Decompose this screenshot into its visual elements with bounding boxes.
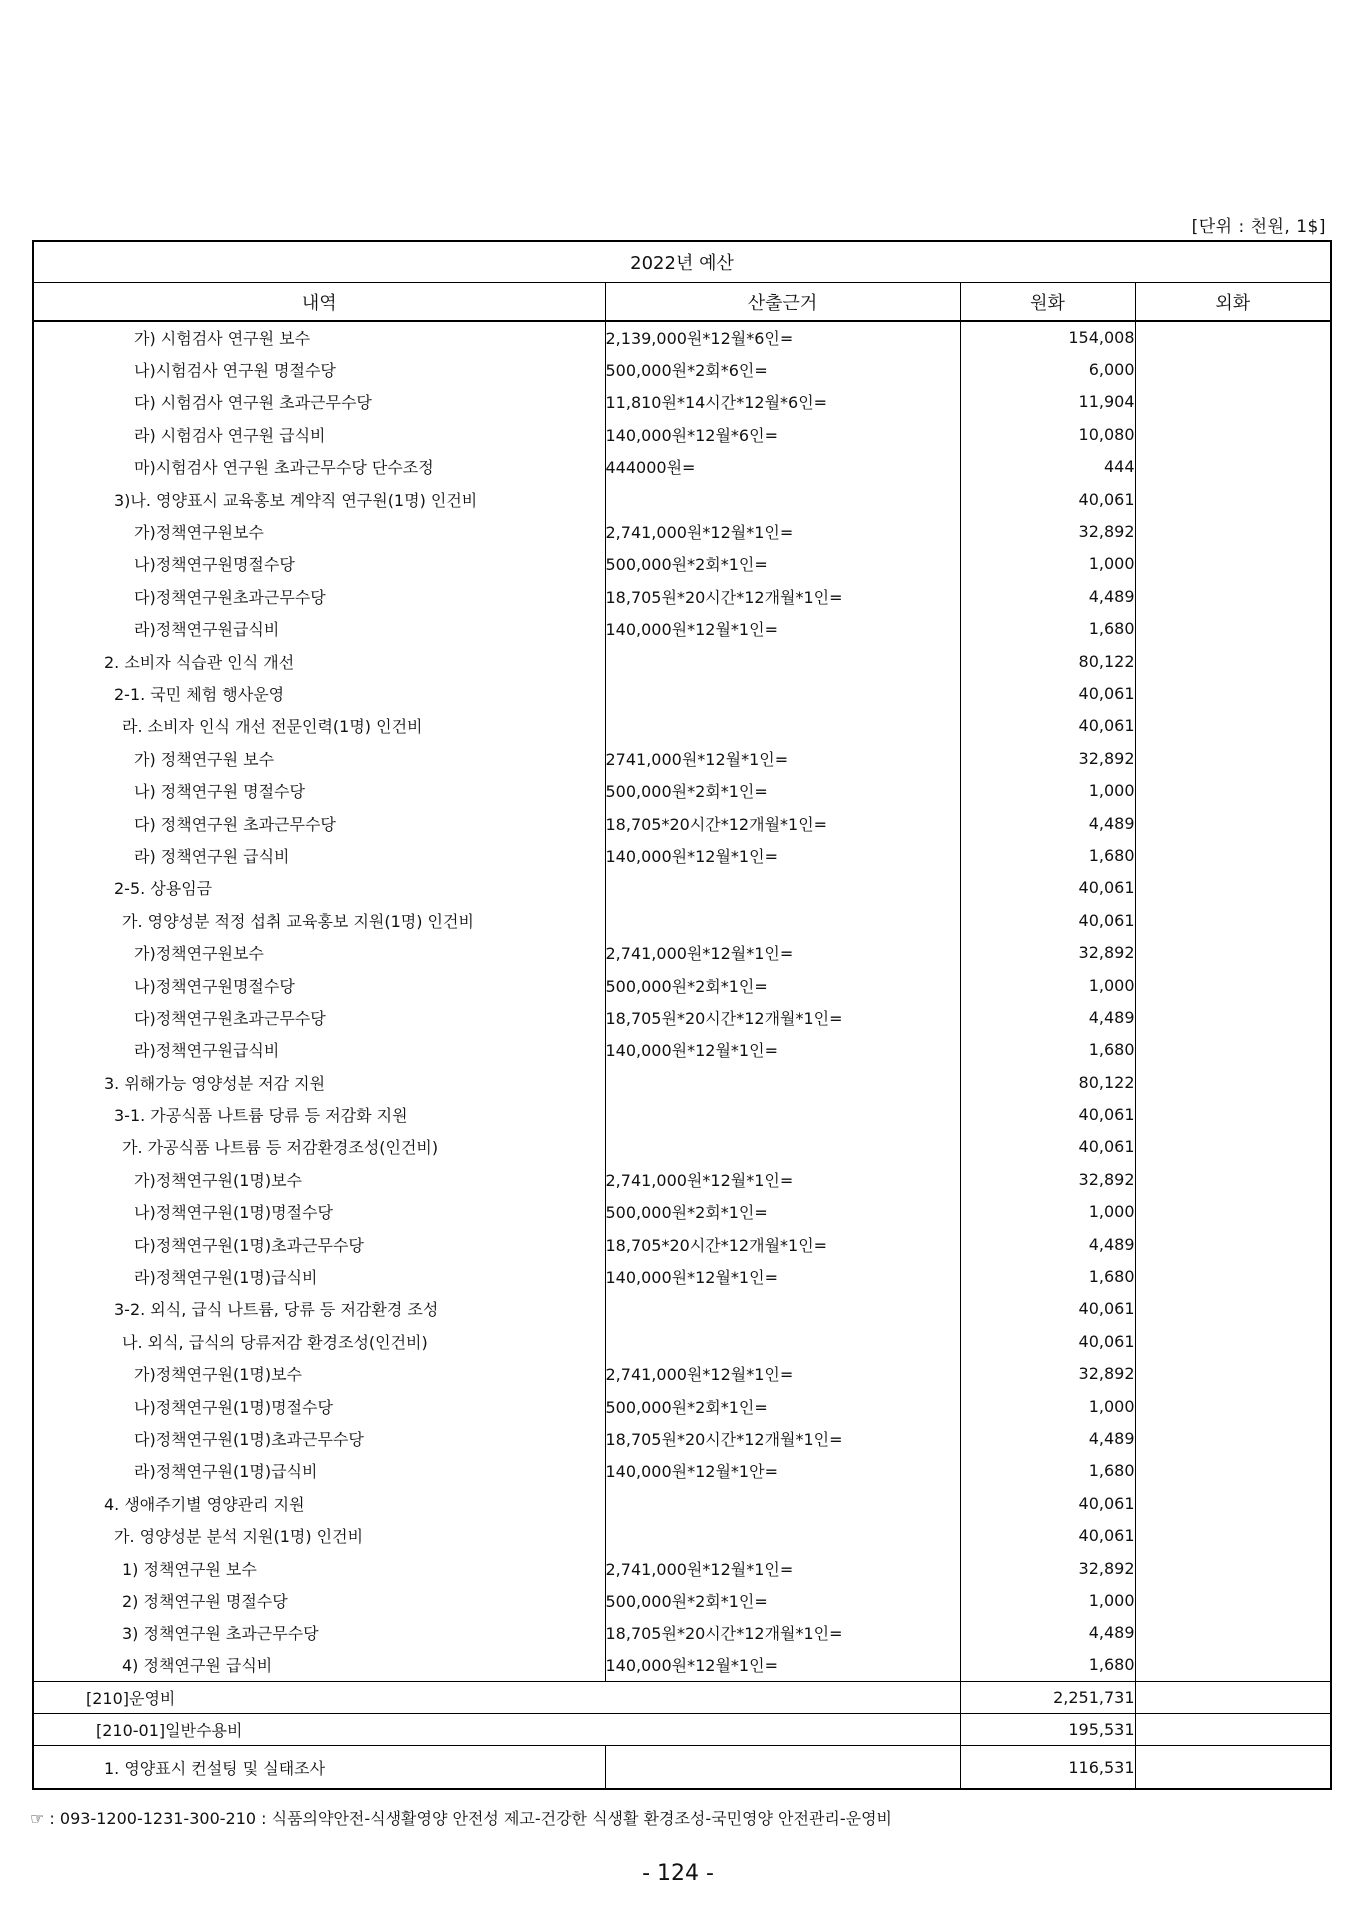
row-krw: 1,000 bbox=[960, 1390, 1135, 1422]
row-krw: 1,000 bbox=[960, 548, 1135, 580]
summary-item: [210]운영비 bbox=[33, 1681, 960, 1713]
row-foreign bbox=[1135, 1617, 1331, 1649]
row-foreign bbox=[1135, 418, 1331, 450]
row-foreign bbox=[1135, 1649, 1331, 1681]
header-basis: 산출근거 bbox=[605, 283, 960, 322]
row-krw: 4,489 bbox=[960, 580, 1135, 612]
row-item: 다)정책연구원(1명)초과근무수당 bbox=[33, 1228, 605, 1260]
row-krw: 32,892 bbox=[960, 1358, 1135, 1390]
row-item: 다)정책연구원(1명)초과근무수당 bbox=[33, 1422, 605, 1454]
summary-item: 1. 영양표시 컨설팅 및 실태조사 bbox=[33, 1745, 605, 1789]
summary-row-consulting bbox=[33, 1745, 1331, 1789]
row-item: 가)정책연구원(1명)보수 bbox=[33, 1358, 605, 1390]
row-item: 3-2. 외식, 급식 나트륨, 당류 등 저감환경 조성 bbox=[33, 1293, 605, 1325]
row-basis: 2,741,000원*12월*1인= bbox=[605, 1358, 960, 1390]
row-foreign bbox=[1135, 1552, 1331, 1584]
row-item: 4) 정책연구원 급식비 bbox=[33, 1649, 605, 1681]
row-basis: 18,705원*20시간*12개월*1인= bbox=[605, 1001, 960, 1033]
row-krw: 1,680 bbox=[960, 1649, 1135, 1681]
row-krw: 1,000 bbox=[960, 1196, 1135, 1228]
row-basis bbox=[605, 710, 960, 742]
row-basis bbox=[605, 1066, 960, 1098]
table-row bbox=[33, 839, 1331, 871]
row-item: 2) 정책연구원 명절수당 bbox=[33, 1584, 605, 1616]
row-item: 라) 정책연구원 급식비 bbox=[33, 839, 605, 871]
row-item: 가) 정책연구원 보수 bbox=[33, 742, 605, 774]
row-item: 가)정책연구원보수 bbox=[33, 936, 605, 968]
table-row bbox=[33, 515, 1331, 547]
row-krw: 11,904 bbox=[960, 386, 1135, 418]
row-foreign bbox=[1135, 1293, 1331, 1325]
row-item: 나)정책연구원명절수당 bbox=[33, 548, 605, 580]
row-foreign bbox=[1135, 1228, 1331, 1260]
row-foreign bbox=[1135, 645, 1331, 677]
summary-krw: 116,531 bbox=[960, 1745, 1135, 1789]
row-foreign bbox=[1135, 515, 1331, 547]
row-krw: 1,000 bbox=[960, 774, 1135, 806]
row-basis: 18,705원*20시간*12개월*1인= bbox=[605, 580, 960, 612]
summary-item: [210-01]일반수용비 bbox=[33, 1713, 960, 1745]
row-foreign bbox=[1135, 451, 1331, 483]
table-row bbox=[33, 1487, 1331, 1519]
table-row bbox=[33, 1584, 1331, 1616]
row-krw: 6,000 bbox=[960, 353, 1135, 385]
row-krw: 80,122 bbox=[960, 645, 1135, 677]
row-basis: 500,000원*2회*1인= bbox=[605, 1196, 960, 1228]
row-basis: 444000원= bbox=[605, 451, 960, 483]
row-item: 3) 정책연구원 초과근무수당 bbox=[33, 1617, 605, 1649]
budget-table bbox=[32, 240, 1332, 1790]
row-basis: 18,705원*20시간*12개월*1인= bbox=[605, 1617, 960, 1649]
row-basis bbox=[605, 677, 960, 709]
summary-foreign bbox=[1135, 1713, 1331, 1745]
row-krw: 1,680 bbox=[960, 839, 1135, 871]
table-row bbox=[33, 807, 1331, 839]
row-krw: 40,061 bbox=[960, 1487, 1135, 1519]
summary-foreign bbox=[1135, 1745, 1331, 1789]
row-krw: 1,000 bbox=[960, 969, 1135, 1001]
row-foreign bbox=[1135, 1163, 1331, 1195]
row-basis bbox=[605, 1325, 960, 1357]
row-item: 2-5. 상용임금 bbox=[33, 872, 605, 904]
table-row bbox=[33, 1519, 1331, 1551]
row-krw: 80,122 bbox=[960, 1066, 1135, 1098]
row-item: 가)정책연구원(1명)보수 bbox=[33, 1163, 605, 1195]
table-row bbox=[33, 1098, 1331, 1130]
row-krw: 40,061 bbox=[960, 872, 1135, 904]
row-item: 가. 가공식품 나트륨 등 저감환경조성(인건비) bbox=[33, 1131, 605, 1163]
row-foreign bbox=[1135, 742, 1331, 774]
table-title-row bbox=[33, 241, 1331, 283]
table-row bbox=[33, 645, 1331, 677]
row-krw: 40,061 bbox=[960, 710, 1135, 742]
row-item: 나)정책연구원(1명)명절수당 bbox=[33, 1390, 605, 1422]
row-basis: 2,741,000원*12월*1인= bbox=[605, 1552, 960, 1584]
row-item: 다) 시험검사 연구원 초과근무수당 bbox=[33, 386, 605, 418]
row-krw: 32,892 bbox=[960, 515, 1135, 547]
row-krw: 40,061 bbox=[960, 1098, 1135, 1130]
row-foreign bbox=[1135, 904, 1331, 936]
row-krw: 1,680 bbox=[960, 1455, 1135, 1487]
table-row bbox=[33, 1390, 1331, 1422]
row-item: 나. 외식, 급식의 당류저감 환경조성(인건비) bbox=[33, 1325, 605, 1357]
row-item: 가)정책연구원보수 bbox=[33, 515, 605, 547]
table-row bbox=[33, 904, 1331, 936]
table-title: 2022년 예산 bbox=[33, 241, 1331, 283]
row-foreign bbox=[1135, 1487, 1331, 1519]
row-basis: 18,705원*20시간*12개월*1인= bbox=[605, 1422, 960, 1454]
row-basis: 500,000원*2회*1인= bbox=[605, 774, 960, 806]
header-krw: 원화 bbox=[960, 283, 1135, 322]
row-krw: 32,892 bbox=[960, 936, 1135, 968]
row-basis: 140,000원*12월*6인= bbox=[605, 418, 960, 450]
row-item: 라) 시험검사 연구원 급식비 bbox=[33, 418, 605, 450]
row-krw: 4,489 bbox=[960, 807, 1135, 839]
table-row bbox=[33, 1066, 1331, 1098]
table-row bbox=[33, 613, 1331, 645]
row-basis: 500,000원*2회*1인= bbox=[605, 548, 960, 580]
row-krw: 40,061 bbox=[960, 1325, 1135, 1357]
summary-row-operating bbox=[33, 1681, 1331, 1713]
row-foreign bbox=[1135, 872, 1331, 904]
row-basis bbox=[605, 1131, 960, 1163]
table-row bbox=[33, 1552, 1331, 1584]
row-krw: 32,892 bbox=[960, 1163, 1135, 1195]
row-item: 4. 생애주기별 영양관리 지원 bbox=[33, 1487, 605, 1519]
row-item: 나) 정책연구원 명절수당 bbox=[33, 774, 605, 806]
row-item: 2-1. 국민 체험 행사운영 bbox=[33, 677, 605, 709]
table-row bbox=[33, 548, 1331, 580]
table-row bbox=[33, 386, 1331, 418]
row-basis bbox=[605, 904, 960, 936]
row-krw: 40,061 bbox=[960, 483, 1135, 515]
row-basis: 140,000원*12월*1인= bbox=[605, 1260, 960, 1292]
row-item: 가) 시험검사 연구원 보수 bbox=[33, 321, 605, 353]
table-row bbox=[33, 969, 1331, 1001]
table-row bbox=[33, 1293, 1331, 1325]
row-krw: 40,061 bbox=[960, 677, 1135, 709]
header-item: 내역 bbox=[33, 283, 605, 322]
row-item: 2. 소비자 식습관 인식 개선 bbox=[33, 645, 605, 677]
row-foreign bbox=[1135, 1390, 1331, 1422]
row-basis: 500,000원*2회*1인= bbox=[605, 969, 960, 1001]
row-item: 마)시험검사 연구원 초과근무수당 단수조정 bbox=[33, 451, 605, 483]
row-basis: 11,810원*14시간*12월*6인= bbox=[605, 386, 960, 418]
table-row bbox=[33, 451, 1331, 483]
table-row bbox=[33, 1228, 1331, 1260]
row-basis bbox=[605, 483, 960, 515]
row-foreign bbox=[1135, 386, 1331, 418]
row-krw: 1,680 bbox=[960, 1260, 1135, 1292]
row-basis: 500,000원*2회*1인= bbox=[605, 1584, 960, 1616]
row-krw: 1,000 bbox=[960, 1584, 1135, 1616]
row-krw: 4,489 bbox=[960, 1228, 1135, 1260]
row-item: 나)시험검사 연구원 명절수당 bbox=[33, 353, 605, 385]
row-krw: 32,892 bbox=[960, 1552, 1135, 1584]
row-krw: 444 bbox=[960, 451, 1135, 483]
row-item: 3)나. 영양표시 교육홍보 계약직 연구원(1명) 인건비 bbox=[33, 483, 605, 515]
row-basis: 2,741,000원*12월*1인= bbox=[605, 1163, 960, 1195]
row-foreign bbox=[1135, 1519, 1331, 1551]
summary-basis bbox=[605, 1745, 960, 1789]
row-basis: 140,000원*12월*1인= bbox=[605, 1034, 960, 1066]
row-item: 다)정책연구원초과근무수당 bbox=[33, 1001, 605, 1033]
row-basis: 500,000원*2회*1인= bbox=[605, 1390, 960, 1422]
row-basis bbox=[605, 1293, 960, 1325]
table-row bbox=[33, 1001, 1331, 1033]
page-number: - 124 - bbox=[642, 1861, 714, 1886]
row-krw: 10,080 bbox=[960, 418, 1135, 450]
row-foreign bbox=[1135, 1034, 1331, 1066]
summary-foreign bbox=[1135, 1681, 1331, 1713]
row-foreign bbox=[1135, 774, 1331, 806]
row-basis bbox=[605, 645, 960, 677]
row-foreign bbox=[1135, 936, 1331, 968]
table-row bbox=[33, 580, 1331, 612]
row-basis: 140,000원*12월*1인= bbox=[605, 1649, 960, 1681]
row-krw: 4,489 bbox=[960, 1001, 1135, 1033]
table-row bbox=[33, 353, 1331, 385]
table-body bbox=[33, 321, 1331, 1681]
table-row bbox=[33, 1422, 1331, 1454]
table-row bbox=[33, 418, 1331, 450]
summary-row-general bbox=[33, 1713, 1331, 1745]
row-krw: 4,489 bbox=[960, 1617, 1135, 1649]
row-foreign bbox=[1135, 1455, 1331, 1487]
table-row bbox=[33, 1163, 1331, 1195]
table-header-row bbox=[33, 283, 1331, 322]
row-basis: 2,139,000원*12월*6인= bbox=[605, 321, 960, 353]
summary-body bbox=[33, 1681, 1331, 1789]
row-foreign bbox=[1135, 839, 1331, 871]
table-row bbox=[33, 321, 1331, 353]
table-row bbox=[33, 1617, 1331, 1649]
table-row bbox=[33, 677, 1331, 709]
row-basis: 18,705*20시간*12개월*1인= bbox=[605, 807, 960, 839]
row-krw: 40,061 bbox=[960, 1293, 1135, 1325]
table-row bbox=[33, 1358, 1331, 1390]
row-basis bbox=[605, 872, 960, 904]
row-krw: 1,680 bbox=[960, 613, 1135, 645]
row-krw: 1,680 bbox=[960, 1034, 1135, 1066]
row-basis: 500,000원*2회*6인= bbox=[605, 353, 960, 385]
table-row bbox=[33, 742, 1331, 774]
table-row bbox=[33, 1196, 1331, 1228]
row-foreign bbox=[1135, 807, 1331, 839]
table-row bbox=[33, 872, 1331, 904]
row-krw: 4,489 bbox=[960, 1422, 1135, 1454]
row-item: 라)정책연구원급식비 bbox=[33, 1034, 605, 1066]
row-foreign bbox=[1135, 1260, 1331, 1292]
table-row bbox=[33, 1649, 1331, 1681]
row-foreign bbox=[1135, 1325, 1331, 1357]
row-foreign bbox=[1135, 353, 1331, 385]
row-item: 가. 영양성분 적정 섭취 교육홍보 지원(1명) 인건비 bbox=[33, 904, 605, 936]
row-krw: 40,061 bbox=[960, 1519, 1135, 1551]
table-row bbox=[33, 1034, 1331, 1066]
row-item: 3. 위해가능 영양성분 저감 지원 bbox=[33, 1066, 605, 1098]
row-krw: 40,061 bbox=[960, 904, 1135, 936]
table-row bbox=[33, 1131, 1331, 1163]
row-foreign bbox=[1135, 1196, 1331, 1228]
row-foreign bbox=[1135, 1584, 1331, 1616]
row-basis: 2741,000원*12월*1인= bbox=[605, 742, 960, 774]
row-item: 나)정책연구원(1명)명절수당 bbox=[33, 1196, 605, 1228]
summary-krw: 195,531 bbox=[960, 1713, 1135, 1745]
row-item: 나)정책연구원명절수당 bbox=[33, 969, 605, 1001]
row-basis: 2,741,000원*12월*1인= bbox=[605, 515, 960, 547]
row-foreign bbox=[1135, 1098, 1331, 1130]
row-basis bbox=[605, 1098, 960, 1130]
row-item: 3-1. 가공식품 나트륨 당류 등 저감화 지원 bbox=[33, 1098, 605, 1130]
row-foreign bbox=[1135, 1422, 1331, 1454]
row-item: 라)정책연구원급식비 bbox=[33, 613, 605, 645]
row-foreign bbox=[1135, 548, 1331, 580]
table-row bbox=[33, 774, 1331, 806]
row-item: 라. 소비자 인식 개선 전문인력(1명) 인건비 bbox=[33, 710, 605, 742]
row-basis: 18,705*20시간*12개월*1인= bbox=[605, 1228, 960, 1260]
row-foreign bbox=[1135, 580, 1331, 612]
row-item: 라)정책연구원(1명)급식비 bbox=[33, 1455, 605, 1487]
table-row bbox=[33, 936, 1331, 968]
row-foreign bbox=[1135, 483, 1331, 515]
row-item: 라)정책연구원(1명)급식비 bbox=[33, 1260, 605, 1292]
unit-label: [단위 : 천원, 1$] bbox=[1191, 217, 1326, 237]
summary-krw: 2,251,731 bbox=[960, 1681, 1135, 1713]
row-foreign bbox=[1135, 677, 1331, 709]
row-foreign bbox=[1135, 969, 1331, 1001]
row-basis: 140,000원*12월*1안= bbox=[605, 1455, 960, 1487]
row-krw: 32,892 bbox=[960, 742, 1135, 774]
table-row bbox=[33, 710, 1331, 742]
table-row bbox=[33, 483, 1331, 515]
row-foreign bbox=[1135, 1066, 1331, 1098]
row-basis: 140,000원*12월*1인= bbox=[605, 839, 960, 871]
row-foreign bbox=[1135, 1358, 1331, 1390]
row-foreign bbox=[1135, 1001, 1331, 1033]
row-item: 다) 정책연구원 초과근무수당 bbox=[33, 807, 605, 839]
table-row bbox=[33, 1260, 1331, 1292]
row-foreign bbox=[1135, 613, 1331, 645]
row-foreign bbox=[1135, 1131, 1331, 1163]
row-krw: 154,008 bbox=[960, 321, 1135, 353]
row-krw: 40,061 bbox=[960, 1131, 1135, 1163]
row-item: 1) 정책연구원 보수 bbox=[33, 1552, 605, 1584]
header-foreign: 외화 bbox=[1135, 283, 1331, 322]
row-foreign bbox=[1135, 710, 1331, 742]
row-item: 가. 영양성분 분석 지원(1명) 인건비 bbox=[33, 1519, 605, 1551]
row-item: 다)정책연구원초과근무수당 bbox=[33, 580, 605, 612]
table-row bbox=[33, 1455, 1331, 1487]
row-basis: 2,741,000원*12월*1인= bbox=[605, 936, 960, 968]
footnote: ☞ : 093-1200-1231-300-210 : 식품의약안전-식생활영양 안전성 제고-건강한 식생활 환경조성-국민영양 안전관리-운영비 bbox=[30, 1809, 893, 1828]
row-basis bbox=[605, 1487, 960, 1519]
row-foreign bbox=[1135, 321, 1331, 353]
row-basis bbox=[605, 1519, 960, 1551]
row-basis: 140,000원*12월*1인= bbox=[605, 613, 960, 645]
table-row bbox=[33, 1325, 1331, 1357]
